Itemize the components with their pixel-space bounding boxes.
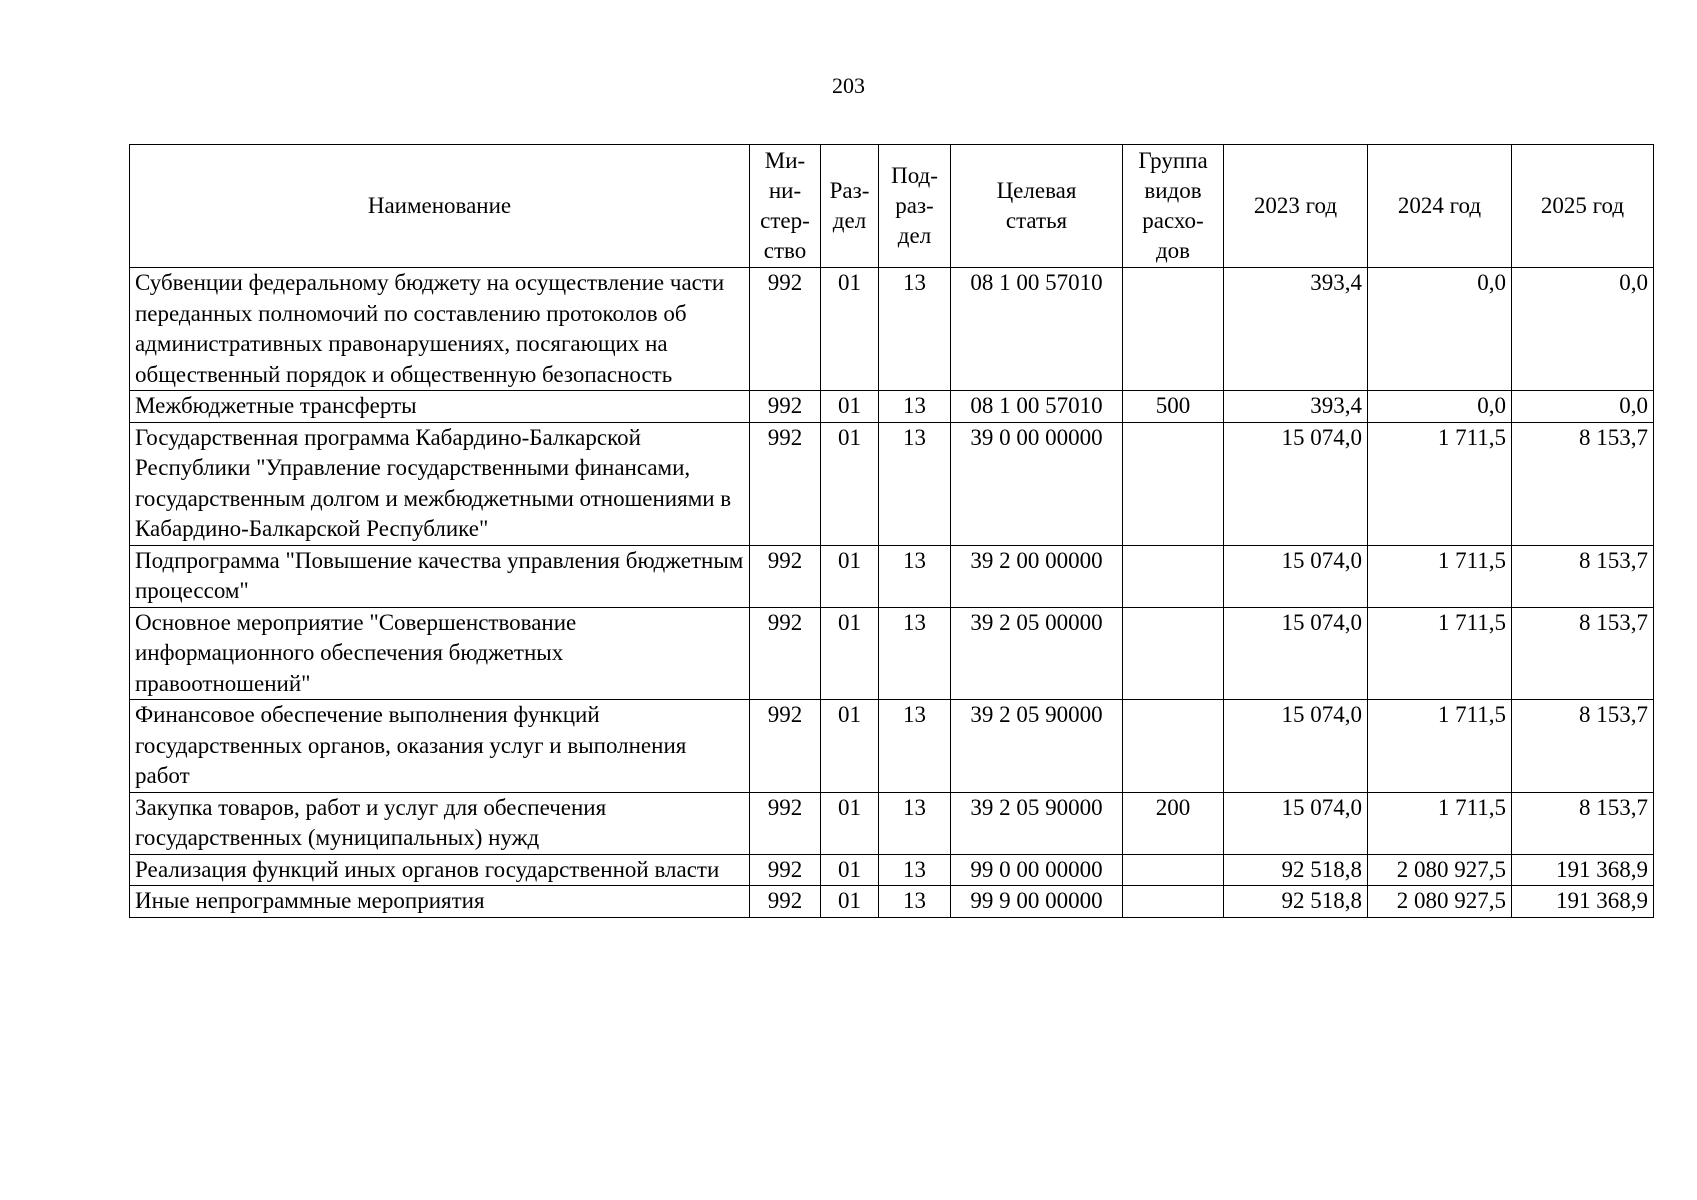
cell-expense-group: 500 bbox=[1123, 391, 1224, 423]
cell-section: 01 bbox=[821, 268, 879, 391]
cell-name: Финансовое обеспечение выполнения функций государственных органов, оказания услуг и выполнения работ bbox=[130, 700, 750, 793]
table-row bbox=[130, 607, 1654, 700]
cell-2023: 92 518,8 bbox=[1224, 886, 1368, 918]
cell-subsection: 13 bbox=[879, 700, 951, 793]
header-ministry: Ми- ни- стер- ство bbox=[750, 145, 821, 268]
cell-section: 01 bbox=[821, 422, 879, 545]
table-row bbox=[130, 854, 1654, 886]
cell-2025: 191 368,9 bbox=[1512, 886, 1654, 918]
cell-ministry: 992 bbox=[750, 391, 821, 423]
cell-2024: 1 711,5 bbox=[1368, 700, 1512, 793]
cell-expense-group bbox=[1123, 854, 1224, 886]
cell-subsection: 13 bbox=[879, 422, 951, 545]
header-expense-group: Группа видов расхо- дов bbox=[1123, 145, 1224, 268]
cell-2024: 2 080 927,5 bbox=[1368, 854, 1512, 886]
cell-subsection: 13 bbox=[879, 545, 951, 607]
table-row bbox=[130, 700, 1654, 793]
cell-2025: 191 368,9 bbox=[1512, 854, 1654, 886]
cell-2025: 8 153,7 bbox=[1512, 607, 1654, 700]
header-2023: 2023 год bbox=[1224, 145, 1368, 268]
header-section: Раз- дел bbox=[821, 145, 879, 268]
cell-2025: 8 153,7 bbox=[1512, 422, 1654, 545]
cell-2024: 1 711,5 bbox=[1368, 792, 1512, 854]
cell-2023: 15 074,0 bbox=[1224, 792, 1368, 854]
cell-2023: 15 074,0 bbox=[1224, 422, 1368, 545]
cell-2023: 393,4 bbox=[1224, 391, 1368, 423]
cell-ministry: 992 bbox=[750, 854, 821, 886]
cell-2024: 1 711,5 bbox=[1368, 607, 1512, 700]
cell-expense-group bbox=[1123, 422, 1224, 545]
cell-expense-group: 200 bbox=[1123, 792, 1224, 854]
cell-subsection: 13 bbox=[879, 792, 951, 854]
header-target: Целевая статья bbox=[951, 145, 1123, 268]
table-row bbox=[130, 792, 1654, 854]
cell-target: 08 1 00 57010 bbox=[951, 268, 1123, 391]
cell-2024: 2 080 927,5 bbox=[1368, 886, 1512, 918]
cell-expense-group bbox=[1123, 545, 1224, 607]
cell-name: Подпрограмма "Повышение качества управления бюджетным процессом" bbox=[130, 545, 750, 607]
cell-section: 01 bbox=[821, 792, 879, 854]
cell-target: 99 9 00 00000 bbox=[951, 886, 1123, 918]
cell-section: 01 bbox=[821, 700, 879, 793]
cell-section: 01 bbox=[821, 545, 879, 607]
table-row bbox=[130, 886, 1654, 918]
cell-2024: 1 711,5 bbox=[1368, 422, 1512, 545]
header-subsection: Под- раз- дел bbox=[879, 145, 951, 268]
page-number: 203 bbox=[832, 73, 865, 98]
cell-name: Государственная программа Кабардино-Балкарской Республики "Управление государственными финансами, государственным долгом и межбюджетными отношениями в Кабардино-Балкарской Республике" bbox=[130, 422, 750, 545]
cell-name: Закупка товаров, работ и услуг для обеспечения государственных (муниципальных) нужд bbox=[130, 792, 750, 854]
cell-name: Межбюджетные трансферты bbox=[130, 391, 750, 423]
cell-section: 01 bbox=[821, 854, 879, 886]
cell-subsection: 13 bbox=[879, 886, 951, 918]
cell-subsection: 13 bbox=[879, 854, 951, 886]
cell-target: 39 2 05 90000 bbox=[951, 792, 1123, 854]
cell-2024: 0,0 bbox=[1368, 268, 1512, 391]
cell-target: 39 2 00 00000 bbox=[951, 545, 1123, 607]
cell-name: Основное мероприятие "Совершенствование информационного обеспечения бюджетных правоотношений" bbox=[130, 607, 750, 700]
cell-subsection: 13 bbox=[879, 268, 951, 391]
budget-table bbox=[129, 144, 1654, 918]
cell-ministry: 992 bbox=[750, 792, 821, 854]
cell-section: 01 bbox=[821, 886, 879, 918]
cell-2024: 1 711,5 bbox=[1368, 545, 1512, 607]
cell-2023: 393,4 bbox=[1224, 268, 1368, 391]
cell-2025: 0,0 bbox=[1512, 391, 1654, 423]
cell-2023: 92 518,8 bbox=[1224, 854, 1368, 886]
header-2024: 2024 год bbox=[1368, 145, 1512, 268]
header-name: Наименование bbox=[130, 145, 750, 268]
cell-ministry: 992 bbox=[750, 268, 821, 391]
cell-2025: 0,0 bbox=[1512, 268, 1654, 391]
header-2025: 2025 год bbox=[1512, 145, 1654, 268]
cell-section: 01 bbox=[821, 607, 879, 700]
cell-expense-group bbox=[1123, 607, 1224, 700]
cell-ministry: 992 bbox=[750, 545, 821, 607]
cell-target: 39 2 05 90000 bbox=[951, 700, 1123, 793]
table-row bbox=[130, 268, 1654, 391]
cell-2023: 15 074,0 bbox=[1224, 700, 1368, 793]
cell-name: Иные непрограммные мероприятия bbox=[130, 886, 750, 918]
cell-2025: 8 153,7 bbox=[1512, 792, 1654, 854]
cell-2023: 15 074,0 bbox=[1224, 545, 1368, 607]
cell-expense-group bbox=[1123, 700, 1224, 793]
cell-ministry: 992 bbox=[750, 886, 821, 918]
table-header-row bbox=[130, 145, 1654, 268]
table-row bbox=[130, 545, 1654, 607]
cell-2025: 8 153,7 bbox=[1512, 700, 1654, 793]
cell-target: 08 1 00 57010 bbox=[951, 391, 1123, 423]
cell-subsection: 13 bbox=[879, 391, 951, 423]
cell-ministry: 992 bbox=[750, 422, 821, 545]
cell-2025: 8 153,7 bbox=[1512, 545, 1654, 607]
table-row bbox=[130, 391, 1654, 423]
cell-2024: 0,0 bbox=[1368, 391, 1512, 423]
cell-target: 39 2 05 00000 bbox=[951, 607, 1123, 700]
cell-section: 01 bbox=[821, 391, 879, 423]
cell-ministry: 992 bbox=[750, 607, 821, 700]
cell-subsection: 13 bbox=[879, 607, 951, 700]
table-row bbox=[130, 422, 1654, 545]
cell-target: 99 0 00 00000 bbox=[951, 854, 1123, 886]
cell-name: Субвенции федеральному бюджету на осуществление части переданных полномочий по составлению протоколов об административных правонарушениях, посягающих на общественный порядок и общественную безопасность bbox=[130, 268, 750, 391]
cell-ministry: 992 bbox=[750, 700, 821, 793]
cell-target: 39 0 00 00000 bbox=[951, 422, 1123, 545]
cell-expense-group bbox=[1123, 886, 1224, 918]
cell-expense-group bbox=[1123, 268, 1224, 391]
cell-2023: 15 074,0 bbox=[1224, 607, 1368, 700]
cell-name: Реализация функций иных органов государственной власти bbox=[130, 854, 750, 886]
